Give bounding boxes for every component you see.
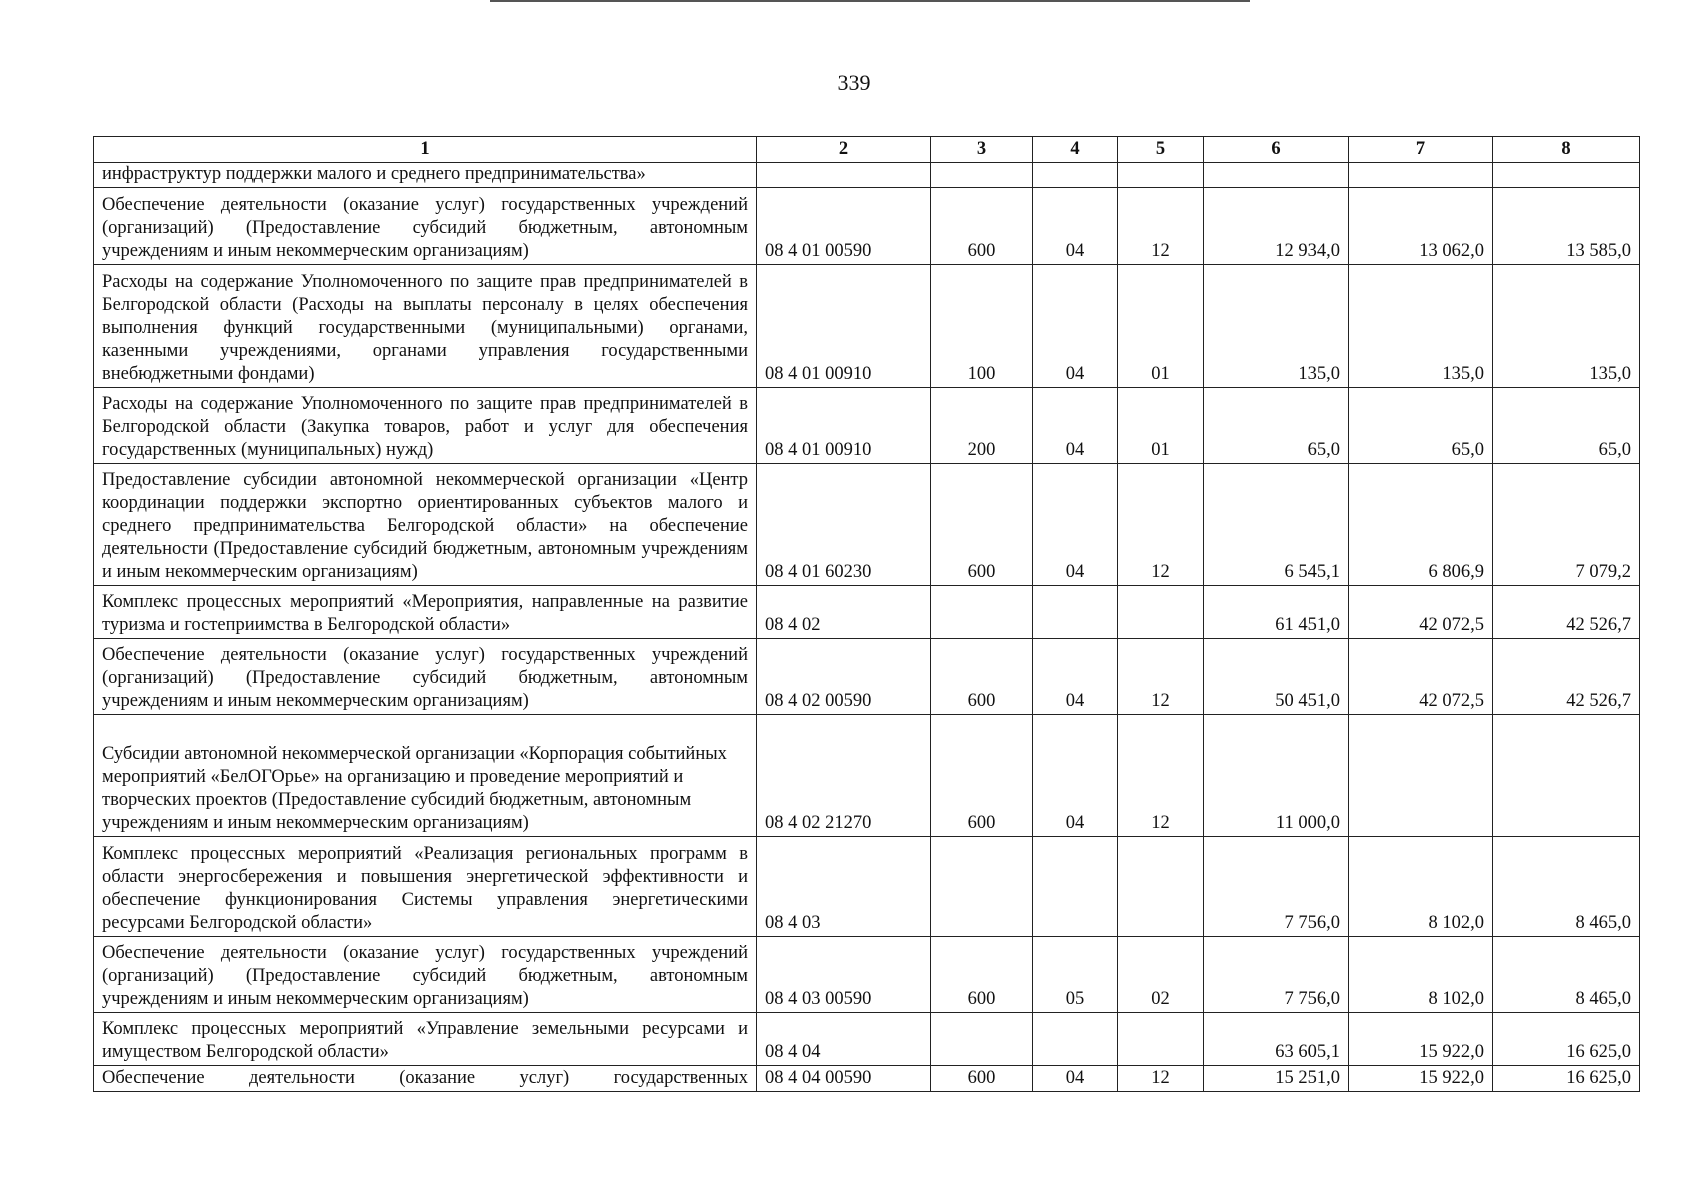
row-code: 08 4 02 — [757, 586, 931, 639]
row-amount-8 — [1493, 163, 1640, 188]
row-code: 08 4 03 — [757, 837, 931, 937]
row-code: 08 4 03 00590 — [757, 937, 931, 1013]
table-row — [94, 388, 1640, 464]
row-amount-8: 16 625,0 — [1493, 1013, 1640, 1066]
row-amount-6: 11 000,0 — [1204, 715, 1349, 837]
row-code: 08 4 01 00910 — [757, 388, 931, 464]
row-amount-6: 50 451,0 — [1204, 639, 1349, 715]
row-expense-type: 600 — [931, 188, 1033, 265]
row-section: 04 — [1033, 639, 1118, 715]
row-section: 04 — [1033, 1066, 1118, 1092]
row-amount-7 — [1349, 715, 1493, 837]
row-section: 04 — [1033, 265, 1118, 388]
row-amount-6: 61 451,0 — [1204, 586, 1349, 639]
row-description: Обеспечение деятельности (оказание услуг) государственных — [94, 1066, 757, 1092]
row-amount-7: 8 102,0 — [1349, 937, 1493, 1013]
row-description: Комплекс процессных мероприятий «Реализация региональных программ в области энергосбережения и повышения энергетической эффективности и обеспечение функционирования Системы управления энергетическими ресурсами Белгородской области» — [94, 837, 757, 937]
row-description: Комплекс процессных мероприятий «Мероприятия, направленные на развитие туризма и гостеприимства в Белгородской области» — [94, 586, 757, 639]
table-row — [94, 188, 1640, 265]
column-header: 3 — [931, 137, 1033, 163]
row-amount-8: 8 465,0 — [1493, 937, 1640, 1013]
row-subsection: 01 — [1118, 265, 1204, 388]
row-section — [1033, 586, 1118, 639]
row-amount-7 — [1349, 163, 1493, 188]
column-header: 6 — [1204, 137, 1349, 163]
column-header: 5 — [1118, 137, 1204, 163]
row-amount-8: 135,0 — [1493, 265, 1640, 388]
row-amount-6: 65,0 — [1204, 388, 1349, 464]
column-header: 1 — [94, 137, 757, 163]
row-code: 08 4 04 00590 — [757, 1066, 931, 1092]
row-amount-6: 15 251,0 — [1204, 1066, 1349, 1092]
row-subsection: 12 — [1118, 188, 1204, 265]
row-expense-type: 600 — [931, 937, 1033, 1013]
row-code: 08 4 04 — [757, 1013, 931, 1066]
row-section — [1033, 837, 1118, 937]
row-subsection: 12 — [1118, 1066, 1204, 1092]
top-edge-line — [490, 0, 1250, 2]
table-row — [94, 837, 1640, 937]
row-expense-type — [931, 163, 1033, 188]
column-header: 4 — [1033, 137, 1118, 163]
row-description: Расходы на содержание Уполномоченного по защите прав предпринимателей в Белгородской области (Расходы на выплаты персоналу в целях обеспечения выполнения функций государственными (муниципальными) органами, казенными учреждениями, органами управления государственными внебюджетными фондами) — [94, 265, 757, 388]
row-section: 04 — [1033, 188, 1118, 265]
row-amount-8: 8 465,0 — [1493, 837, 1640, 937]
row-subsection: 01 — [1118, 388, 1204, 464]
row-code: 08 4 02 21270 — [757, 715, 931, 837]
row-expense-type — [931, 1013, 1033, 1066]
row-code: 08 4 02 00590 — [757, 639, 931, 715]
table-row — [94, 586, 1640, 639]
row-subsection: 12 — [1118, 464, 1204, 586]
budget-table — [93, 136, 1640, 1092]
row-amount-7: 6 806,9 — [1349, 464, 1493, 586]
row-amount-7: 15 922,0 — [1349, 1066, 1493, 1092]
row-description: Предоставление субсидии автономной некоммерческой организации «Центр координации поддержки экспортно ориентированных субъектов малого и среднего предпринимательства Белгородской области» на обеспечение деятельности (Предоставление субсидий бюджетным, автономным учреждениям и иным некоммерческим организациям) — [94, 464, 757, 586]
row-amount-7: 42 072,5 — [1349, 639, 1493, 715]
row-section: 04 — [1033, 715, 1118, 837]
table-row — [94, 1066, 1640, 1092]
row-amount-8: 42 526,7 — [1493, 586, 1640, 639]
row-code: 08 4 01 00910 — [757, 265, 931, 388]
row-amount-8: 42 526,7 — [1493, 639, 1640, 715]
row-amount-6: 7 756,0 — [1204, 837, 1349, 937]
column-header: 8 — [1493, 137, 1640, 163]
row-amount-7: 15 922,0 — [1349, 1013, 1493, 1066]
row-amount-6: 7 756,0 — [1204, 937, 1349, 1013]
row-expense-type: 100 — [931, 265, 1033, 388]
row-description: Обеспечение деятельности (оказание услуг) государственных учреждений (организаций) (Предоставление субсидий бюджетным, автономным учреждениям и иным некоммерческим организациям) — [94, 937, 757, 1013]
row-subsection — [1118, 1013, 1204, 1066]
column-number-row — [94, 137, 1640, 163]
row-expense-type: 600 — [931, 715, 1033, 837]
row-amount-6: 6 545,1 — [1204, 464, 1349, 586]
row-amount-6: 135,0 — [1204, 265, 1349, 388]
row-subsection — [1118, 163, 1204, 188]
row-subsection — [1118, 837, 1204, 937]
row-code: 08 4 01 00590 — [757, 188, 931, 265]
row-expense-type: 600 — [931, 639, 1033, 715]
row-description: Субсидии автономной некоммерческой организации «Корпорация событийных мероприятий «БелОГОрье» на организацию и проведение мероприятий и творческих проектов (Предоставление субсидий бюджетным, автономным учреждениям и иным некоммерческим организациям) — [94, 715, 757, 837]
row-section: 05 — [1033, 937, 1118, 1013]
row-section — [1033, 163, 1118, 188]
column-header: 7 — [1349, 137, 1493, 163]
table-row — [94, 265, 1640, 388]
row-expense-type: 200 — [931, 388, 1033, 464]
page-number: 339 — [837, 70, 871, 95]
row-amount-6: 12 934,0 — [1204, 188, 1349, 265]
row-amount-8: 65,0 — [1493, 388, 1640, 464]
row-expense-type — [931, 586, 1033, 639]
row-amount-6 — [1204, 163, 1349, 188]
row-subsection: 12 — [1118, 639, 1204, 715]
row-expense-type — [931, 837, 1033, 937]
row-amount-8: 13 585,0 — [1493, 188, 1640, 265]
table-row — [94, 937, 1640, 1013]
table-row — [94, 715, 1640, 837]
row-subsection: 12 — [1118, 715, 1204, 837]
row-subsection — [1118, 586, 1204, 639]
row-amount-6: 63 605,1 — [1204, 1013, 1349, 1066]
column-header: 2 — [757, 137, 931, 163]
row-section: 04 — [1033, 464, 1118, 586]
table-row — [94, 639, 1640, 715]
row-amount-7: 13 062,0 — [1349, 188, 1493, 265]
row-amount-8 — [1493, 715, 1640, 837]
row-description: Обеспечение деятельности (оказание услуг) государственных учреждений (организаций) (Предоставление субсидий бюджетным, автономным учреждениям и иным некоммерческим организациям) — [94, 639, 757, 715]
row-description: Комплекс процессных мероприятий «Управление земельными ресурсами и имуществом Белгородской области» — [94, 1013, 757, 1066]
row-description: инфраструктур поддержки малого и среднего предпринимательства» — [94, 163, 757, 188]
row-subsection: 02 — [1118, 937, 1204, 1013]
table-row — [94, 464, 1640, 586]
row-expense-type: 600 — [931, 1066, 1033, 1092]
row-section — [1033, 1013, 1118, 1066]
row-section: 04 — [1033, 388, 1118, 464]
row-description: Обеспечение деятельности (оказание услуг) государственных учреждений (организаций) (Предоставление субсидий бюджетным, автономным учреждениям и иным некоммерческим организациям) — [94, 188, 757, 265]
row-amount-7: 135,0 — [1349, 265, 1493, 388]
row-description: Расходы на содержание Уполномоченного по защите прав предпринимателей в Белгородской области (Закупка товаров, работ и услуг для обеспечения государственных (муниципальных) нужд) — [94, 388, 757, 464]
table-row — [94, 163, 1640, 188]
row-amount-8: 16 625,0 — [1493, 1066, 1640, 1092]
row-code — [757, 163, 931, 188]
row-amount-7: 42 072,5 — [1349, 586, 1493, 639]
row-expense-type: 600 — [931, 464, 1033, 586]
row-amount-7: 8 102,0 — [1349, 837, 1493, 937]
row-amount-7: 65,0 — [1349, 388, 1493, 464]
row-code: 08 4 01 60230 — [757, 464, 931, 586]
table-row — [94, 1013, 1640, 1066]
row-amount-8: 7 079,2 — [1493, 464, 1640, 586]
